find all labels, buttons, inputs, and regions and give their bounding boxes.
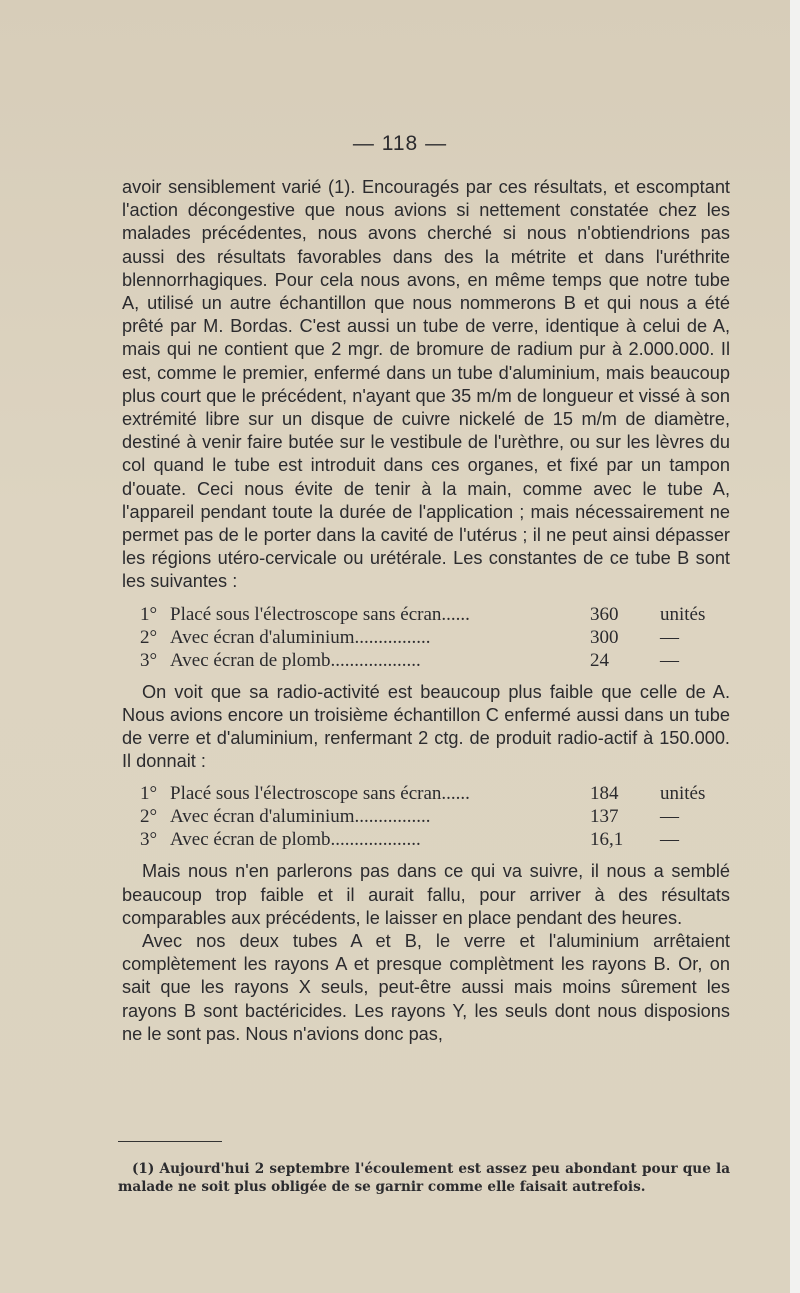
- table-row: [140, 649, 730, 672]
- table-row: [140, 626, 730, 649]
- footnote: [118, 1160, 730, 1196]
- footnote-text: Aujourd'hui 2 septembre l'écoulement est assez peu abondant pour que la malade ne soit plus obligée de se garnir comme elle faisait autrefois.: [118, 1161, 730, 1195]
- table-row: [140, 782, 730, 805]
- paragraph-after-1: Mais nous n'en parlerons pas dans ce qui va suivre, il nous a semblé beaucoup trop faible et il aurait fallu, pour arriver à des résultats comparables aux précédents, le laisser en place pendant des heures.: [122, 861, 730, 928]
- table-row: [140, 805, 730, 828]
- table-row: [140, 828, 730, 851]
- page-edge: [790, 0, 800, 1293]
- row-unit: unités: [660, 783, 706, 805]
- table-row: [140, 603, 730, 626]
- row-unit: —: [660, 626, 679, 648]
- page-number: — 118 —: [352, 132, 448, 155]
- row-label: Avec écran de plomb...................: [170, 829, 421, 851]
- row-value: 24: [590, 649, 609, 671]
- table-tube-b: [140, 603, 730, 672]
- row-label: Avec écran d'aluminium................: [170, 806, 431, 828]
- row-number: 2°: [140, 806, 158, 828]
- row-value: 300: [590, 626, 619, 648]
- row-unit: —: [660, 649, 679, 671]
- row-number: 3°: [140, 829, 158, 851]
- row-label: Avec écran d'aluminium................: [170, 626, 431, 648]
- row-label: Avec écran de plomb...................: [170, 649, 421, 671]
- row-unit: unités: [660, 603, 706, 625]
- row-value: 137: [590, 806, 619, 828]
- row-value: 184: [590, 783, 619, 805]
- row-value: 360: [590, 603, 619, 625]
- footnote-divider: [118, 1141, 222, 1142]
- row-number: 1°: [140, 783, 158, 805]
- row-label: Placé sous l'électroscope sans écran......: [170, 603, 470, 625]
- row-number: 2°: [140, 626, 158, 648]
- row-label: Placé sous l'électroscope sans écran......: [170, 783, 470, 805]
- paragraph-intro: avoir sensiblement varié (1). Encouragés par ces résultats, et escomptant l'action décongestive que nous avions si nettement constatée chez les malades précédentes, nous avons cherché si nous n'obtiendrions pas aussi des résultats favorables dans des la métrite et dans l'uréthrite blennorrhagiques. Pour cela nous avons, en même temps que notre tube A, utilisé un autre échantillon que nous nommerons B et qui nous a été prêté par M. Bordas. C'est aussi un tube de verre, identique à celui de A, mais qui ne contient que 2 mgr. de bromure de radium pur à 2.000.000. Il est, comme le premier, enfermé dans un tube d'aluminium, mais beaucoup plus court que le précédent, n'ayant que 35 m/m de longueur et vissé à son extrémité libre sur un disque de cuivre nickelé de 15 m/m de diamètre, destiné à venir faire butée sur le vestibule de l'urèthre, ou sur les lèvres du col quand le tube est introduit dans ces organes, et fixé par un tampon d'ouate. Ceci nous évite de tenir à la main, comme avec le tube A, l'appareil pendant toute la durée de l'application ; mais nécessairement ne permet pas de le porter dans la cavité de l'utérus ; il ne peut ainsi dépasser les régions utéro-cervicale ou urétérale. Les constantes de ce tube B sont les suivantes :: [122, 177, 730, 592]
- row-unit: —: [660, 829, 679, 851]
- footnote-marker: (1): [132, 1161, 155, 1177]
- row-value: 16,1: [590, 829, 624, 851]
- row-unit: —: [660, 806, 679, 828]
- paragraph-after-2: Avec nos deux tubes A et B, le verre et l'aluminium arrêtaient complètement les rayons A et presque complètment les rayons B. Or, on sait que les rayons X seuls, peut-être aussi mais moins sûrement les rayons B sont bactéricides. Les rayons Y, les seuls dont nous disposions ne le sont pas. Nous n'avions donc pas,: [122, 931, 730, 1044]
- body-text: [122, 176, 730, 1046]
- row-number: 1°: [140, 603, 158, 625]
- row-number: 3°: [140, 649, 158, 671]
- table-tube-c: [140, 782, 730, 851]
- paragraph-middle: On voit que sa radio-activité est beaucoup plus faible que celle de A. Nous avions encore un troisième échantillon C enfermé aussi dans un tube de verre et d'aluminium, renfermant 2 ctg. de produit radio-actif à 150.000. Il donnait :: [122, 681, 730, 772]
